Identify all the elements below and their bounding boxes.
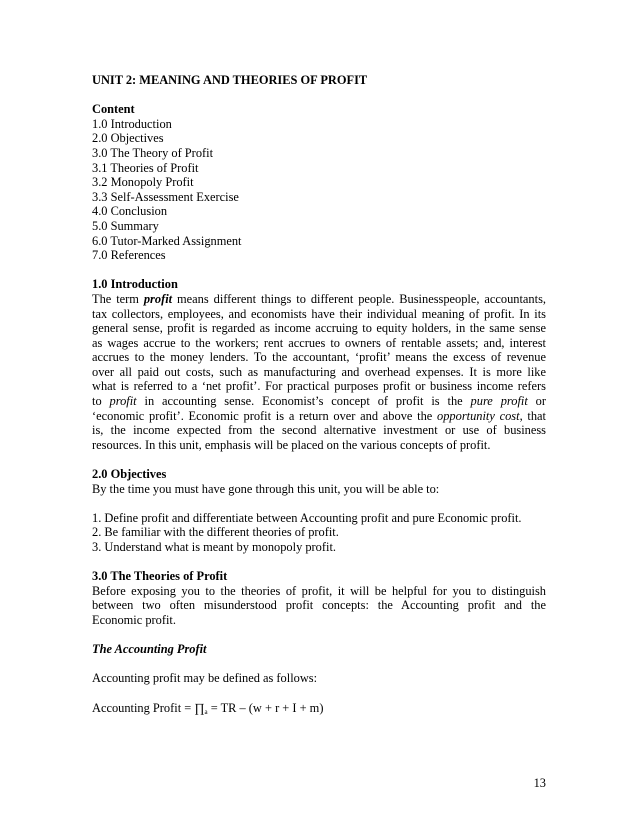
accounting-profit-heading: The Accounting Profit <box>92 642 207 657</box>
content-item: 2.0 Objectives <box>92 131 164 146</box>
content-item: 5.0 Summary <box>92 218 159 233</box>
paragraph-line: tax collectors, employees, and economists have their individual meaning of profit. In its <box>92 306 546 321</box>
objectives-list <box>92 511 546 555</box>
paragraph-line: ‘economic profit’. Economic profit is a return over and above the opportunity cost, that <box>92 408 546 423</box>
paragraph-line: resources. In this unit, emphasis will be placed on the various concepts of profit. <box>92 437 491 452</box>
objective-item: 2. Be familiar with the different theories of profit. <box>92 525 339 540</box>
content-heading: Content <box>92 102 135 117</box>
unit-title: UNIT 2: MEANING AND THEORIES OF PROFIT <box>92 73 368 87</box>
paragraph-line: what is referred to a ‘net profit’. For practical purposes profit or business income refers <box>92 379 546 394</box>
content-item: 7.0 References <box>92 248 166 263</box>
content-list <box>92 117 546 263</box>
paragraph-line: The term profit means different things to different people. Businesspeople, accountants, <box>92 291 546 306</box>
paragraph-line: accrues to the money lenders. To the accountant, ‘profit’ means the excess of revenue <box>92 350 546 365</box>
page-number: 13 <box>533 776 546 790</box>
objectives-heading: 2.0 Objectives <box>92 467 167 482</box>
paragraph-line: Economic profit. <box>92 612 176 627</box>
objective-item: 1. Define profit and differentiate between Accounting profit and pure Economic profit. <box>92 510 522 525</box>
theories-paragraph <box>92 584 546 628</box>
accounting-formula: Accounting Profit = $\prod_a$ = TR – (w + r + I + m) <box>92 700 324 716</box>
objective-item: 3. Understand what is meant by monopoly profit. <box>92 540 336 554</box>
paragraph-line: over all paid out costs, such as manufacturing and overhead expenses. It is more like <box>92 364 546 379</box>
paragraph-line: general sense, profit is regarded as income accruing to equity holders, in the same sense <box>92 321 546 336</box>
introduction-paragraph <box>92 292 546 453</box>
paragraph-line: between two often misunderstood profit concepts: the Accounting profit and the <box>92 598 546 613</box>
content-item: 3.1 Theories of Profit <box>92 160 199 175</box>
paragraph-line: Before exposing you to the theories of profit, it will be helpful for you to distinguish <box>92 583 546 598</box>
theories-heading: 3.0 The Theories of Profit <box>92 569 228 584</box>
content-item: 1.0 Introduction <box>92 116 172 131</box>
paragraph-line: as wages accrue to the workers; rent accrues to owners of rentable assets; and, interest <box>92 335 546 350</box>
content-item: 6.0 Tutor-Marked Assignment <box>92 233 242 248</box>
content-item: 3.0 The Theory of Profit <box>92 145 214 160</box>
document-page <box>92 73 546 719</box>
objectives-intro: By the time you must have gone through this unit, you will be able to: <box>92 481 440 496</box>
content-item: 3.2 Monopoly Profit <box>92 175 194 190</box>
accounting-intro: Accounting profit may be defined as follows: <box>92 671 318 686</box>
content-item: 4.0 Conclusion <box>92 204 168 219</box>
paragraph-line: is, the income expected from the second alternative investment or use of business <box>92 423 546 438</box>
content-item: 3.3 Self-Assessment Exercise <box>92 189 239 204</box>
paragraph-line: to profit in accounting sense. Economist’s concept of profit is the pure profit or <box>92 394 546 409</box>
introduction-heading: 1.0 Introduction <box>92 277 178 292</box>
